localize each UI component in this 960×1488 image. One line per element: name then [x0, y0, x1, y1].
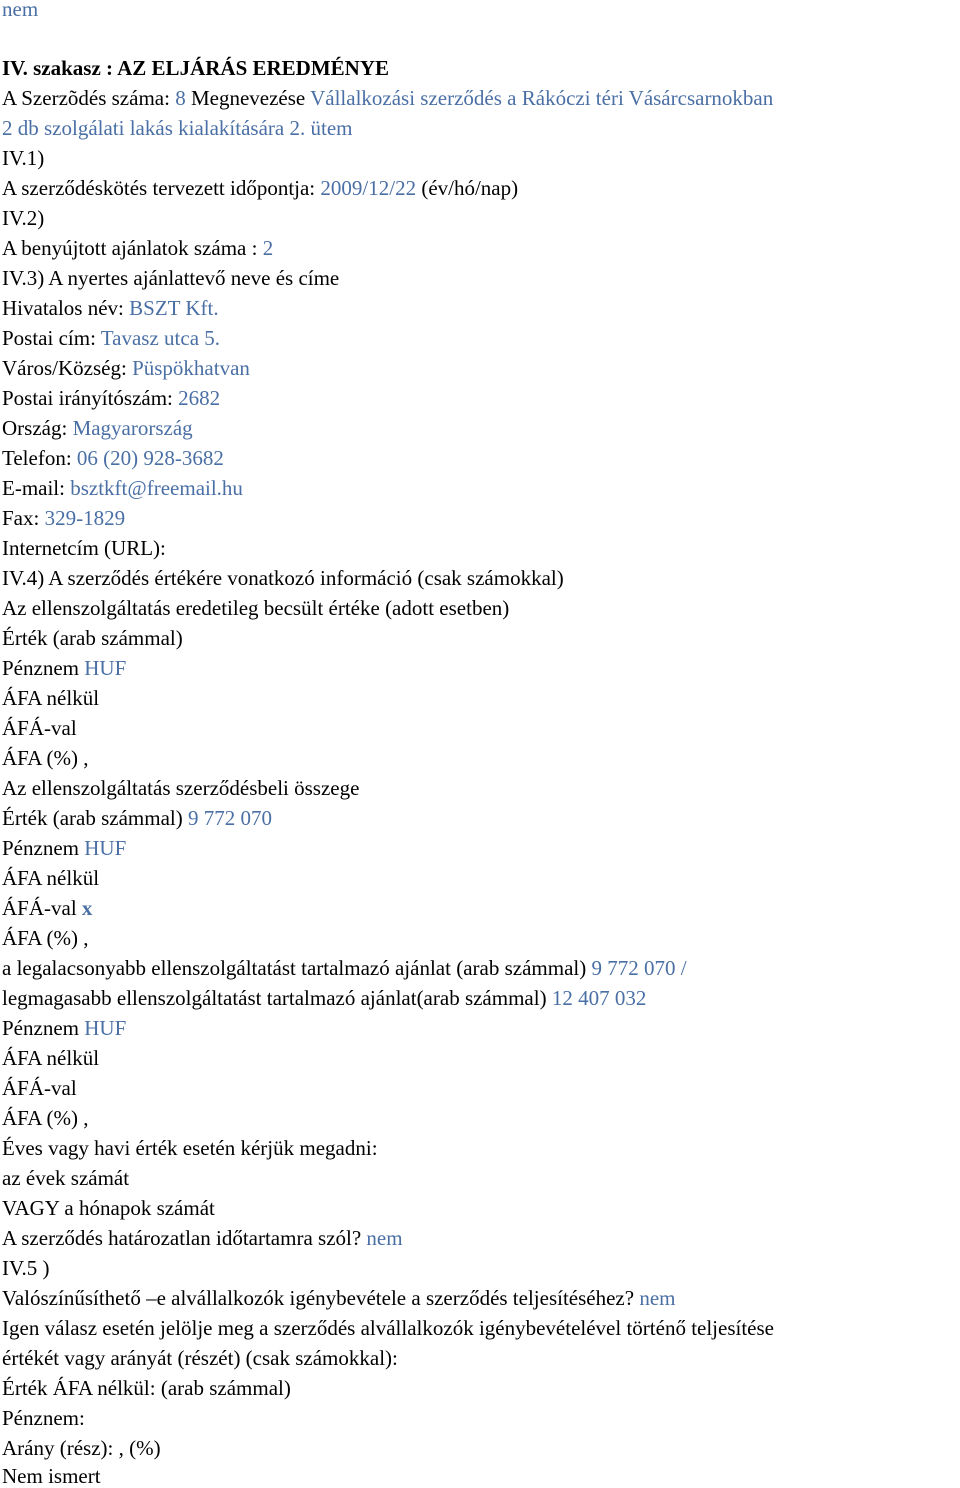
indefinite-term-line	[2, 1226, 403, 1250]
years-line	[2, 1166, 129, 1190]
line-label: IV.2)	[2, 206, 45, 230]
official-name-value: BSZT Kft.	[129, 296, 219, 320]
line-label: Postai irányítószám:	[2, 386, 179, 410]
value-excl-vat-line	[2, 1376, 291, 1400]
line-label: Valószínűsíthető –e alvállalkozók igénybevétele a szerződés teljesítéséhez?	[2, 1286, 640, 1310]
contract-name-value-cont: 2 db szolgálati lakás kialakítására 2. ütem	[2, 116, 353, 140]
subsection-iv1	[2, 146, 44, 170]
line-label: ÁFA nélkül	[2, 866, 100, 890]
line-label: A szerződés határozatlan időtartamra szól?	[2, 1226, 367, 1250]
currency-value: HUF	[84, 836, 127, 860]
subcontractor-line	[2, 1286, 675, 1310]
postal-address-line	[2, 326, 220, 350]
official-name-line	[2, 296, 219, 320]
vat-percent-line	[2, 746, 89, 770]
vat-excluded-line	[2, 686, 99, 710]
estimated-value-line	[2, 626, 183, 650]
line-label: Érték ÁFA nélkül: (arab számmal)	[2, 1376, 291, 1400]
lowest-offer-line	[2, 956, 687, 980]
section-title	[2, 56, 389, 80]
line-label: IV.3) A nyertes ajánlattevő neve és címe	[2, 266, 340, 290]
postcode-line	[2, 386, 220, 410]
vat-percent-line-2	[2, 926, 89, 950]
line-label: VAGY a hónapok számát	[2, 1196, 215, 1220]
line-label: Igen válasz esetén jelölje meg a szerződés alvállalkozók igénybevételével történő teljesítése	[2, 1316, 774, 1340]
months-line	[2, 1196, 215, 1220]
line-label: Ország:	[2, 416, 73, 440]
line-label: ÁFA nélkül	[2, 686, 100, 710]
postal-address-value: Tavasz utca 5.	[100, 326, 221, 350]
currency-value: HUF	[84, 1016, 127, 1040]
estimated-value-heading	[2, 596, 509, 620]
fax-value: 329-1829	[44, 506, 126, 530]
line-label: Nem ismert	[2, 1464, 101, 1488]
vat-included-mark: x	[81, 896, 93, 920]
vat-included-line	[2, 716, 77, 740]
date-format-label: (év/hó/nap)	[416, 176, 519, 200]
vat-excluded-line-3	[2, 1046, 99, 1070]
postcode-value: 2682	[178, 386, 221, 410]
line-label: ÁFA (%) ,	[2, 1106, 89, 1130]
line-label: ÁFÁ-val	[2, 896, 82, 920]
line-label: Érték (arab számmal)	[2, 626, 183, 650]
contract-date-value: 2009/12/22	[320, 176, 417, 200]
line-label: E-mail:	[2, 476, 71, 500]
currency-line-2	[2, 836, 126, 860]
country-line	[2, 416, 193, 440]
line-label: Pénznem:	[2, 1406, 85, 1430]
contract-value-heading	[2, 776, 359, 800]
vat-percent-line-3	[2, 1106, 89, 1130]
currency-line-3	[2, 1016, 126, 1040]
line-label: ÁFA nélkül	[2, 1046, 100, 1070]
line-label: Arány (rész): , (%)	[2, 1436, 161, 1460]
line-label: A benyújtott ajánlatok száma :	[2, 236, 263, 260]
line-label: Pénznem	[2, 1016, 85, 1040]
line-label: legmagasabb ellenszolgáltatást tartalmazó ajánlat(arab számmal)	[2, 986, 552, 1010]
line-label: Telefon:	[2, 446, 77, 470]
contract-number-line	[2, 86, 773, 110]
email-line	[2, 476, 243, 500]
line-top-nem	[2, 0, 38, 21]
line-label: ÁFA (%) ,	[2, 926, 89, 950]
line-label: Pénznem	[2, 836, 85, 860]
line-label: Az ellenszolgáltatás szerződésbeli összege	[2, 776, 360, 800]
line-label-2: Megnevezése	[185, 86, 311, 110]
email-value: bsztkft@freemail.hu	[70, 476, 243, 500]
contract-number-value: 8	[175, 86, 186, 110]
subsection-iv2	[2, 206, 44, 230]
line-label: Az ellenszolgáltatás eredetileg becsült értéke (adott esetben)	[2, 596, 510, 620]
annual-monthly-heading	[2, 1136, 378, 1160]
fax-line	[2, 506, 125, 530]
vat-included-line-3	[2, 1076, 77, 1100]
url-line	[2, 536, 166, 560]
subcontractor-value: nem	[639, 1286, 676, 1310]
line-label: ÁFA (%) ,	[2, 746, 89, 770]
currency-line-4	[2, 1406, 85, 1430]
line-label: Város/Község:	[2, 356, 133, 380]
line-label: Pénznem	[2, 656, 85, 680]
country-value: Magyarország	[72, 416, 193, 440]
city-value: Püspökhatvan	[132, 356, 250, 380]
line-label: a legalacsonyabb ellenszolgáltatást tartalmazó ajánlat (arab számmal)	[2, 956, 592, 980]
city-line	[2, 356, 250, 380]
line-value: nem	[2, 0, 39, 21]
contract-name-continuation	[2, 116, 352, 140]
line-label: Internetcím (URL):	[2, 536, 166, 560]
currency-value: HUF	[84, 656, 127, 680]
line-label: értékét vagy arányát (részét) (csak számokkal):	[2, 1346, 398, 1370]
lowest-offer-value: 9 772 070 /	[591, 956, 687, 980]
line-label: ÁFÁ-val	[2, 716, 77, 740]
line-label: A Szerzõdés száma:	[2, 86, 176, 110]
subsection-iv5	[2, 1256, 49, 1280]
subsection-iv4	[2, 566, 564, 590]
contract-name-value: Vállalkozási szerződés a Rákóczi téri Vásárcsarnokban	[310, 86, 774, 110]
line-label: IV.1)	[2, 146, 45, 170]
contract-value-line	[2, 806, 272, 830]
line-label: A szerződéskötés tervezett időpontja:	[2, 176, 321, 200]
subcontractor-detail-line	[2, 1316, 774, 1340]
vat-included-line-2	[2, 896, 92, 920]
line-label: Éves vagy havi érték esetén kérjük megadni:	[2, 1136, 378, 1160]
contract-date-line	[2, 176, 518, 200]
subcontractor-detail-line-2	[2, 1346, 398, 1370]
line-label: Hivatalos név:	[2, 296, 130, 320]
unknown-line	[2, 1464, 101, 1488]
phone-line	[2, 446, 224, 470]
line-label: IV.5 )	[2, 1256, 50, 1280]
vat-excluded-line-2	[2, 866, 99, 890]
offers-count-line	[2, 236, 273, 260]
contract-value: 9 772 070	[188, 806, 272, 830]
line-label: Érték (arab számmal)	[2, 806, 188, 830]
indefinite-term-value: nem	[366, 1226, 403, 1250]
currency-line	[2, 656, 126, 680]
line-label: Postai cím:	[2, 326, 101, 350]
section-heading: IV. szakasz : AZ ELJÁRÁS EREDMÉNYE	[2, 56, 390, 80]
phone-value: 06 (20) 928-3682	[76, 446, 224, 470]
ratio-line	[2, 1436, 161, 1460]
line-label: IV.4) A szerződés értékére vonatkozó információ (csak számokkal)	[2, 566, 564, 590]
subsection-iv3	[2, 266, 339, 290]
line-label: ÁFÁ-val	[2, 1076, 77, 1100]
highest-offer-line	[2, 986, 646, 1010]
line-label: az évek számát	[2, 1166, 130, 1190]
offers-count-value: 2	[262, 236, 274, 260]
line-label: Fax:	[2, 506, 45, 530]
highest-offer-value: 12 407 032	[551, 986, 647, 1010]
